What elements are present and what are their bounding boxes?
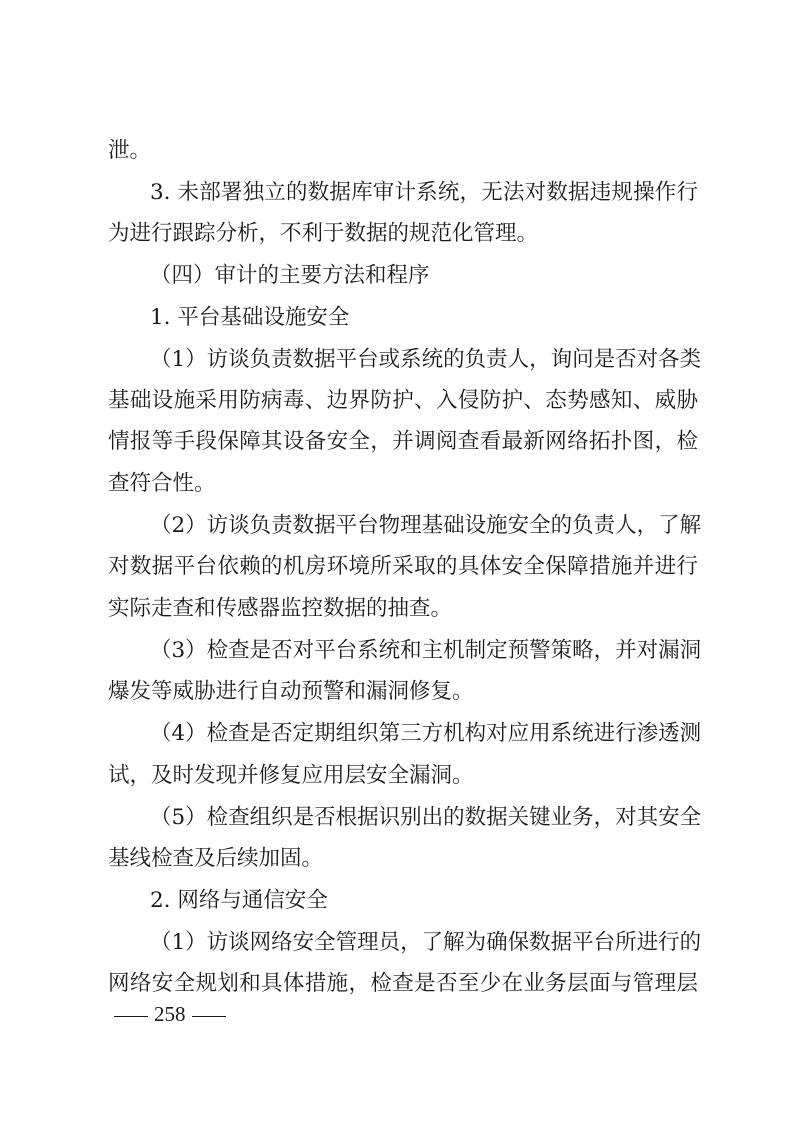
text-line: 对数据平台依赖的机房环境所采取的具体安全保障措施并进行 <box>108 554 698 579</box>
text-line: （1）访谈负责数据平台或系统的负责人，询问是否对各类 <box>150 347 702 372</box>
text-line: 实际走查和传感器监控数据的抽查。 <box>108 596 453 621</box>
text-line: 为进行跟踪分析，不利于数据的规范化管理。 <box>108 221 539 246</box>
subsection-heading: 2. 网络与通信安全 <box>150 888 328 913</box>
text-line: 基线检查及后续加固。 <box>108 846 324 871</box>
page-number: 258 <box>154 1002 186 1026</box>
text-line: （2）访谈负责数据平台物理基础设施安全的负责人，了解 <box>150 513 702 538</box>
section-heading: （四）审计的主要方法和程序 <box>150 263 430 288</box>
text-line: 网络安全规划和具体措施，检查是否至少在业务层面与管理层 <box>108 971 698 996</box>
subsection-heading: 1. 平台基础设施安全 <box>150 305 350 330</box>
text-line: 泄。 <box>108 138 152 163</box>
text-line: 情报等手段保障其设备安全，并调阅查看最新网络拓扑图，检 <box>108 429 698 454</box>
text-line: 试，及时发现并修复应用层安全漏洞。 <box>108 763 474 788</box>
text-line: （1）访谈网络安全管理员，了解为确保数据平台所进行的 <box>150 930 702 955</box>
text-line: （5）检查组织是否根据识别出的数据关键业务，对其安全 <box>150 805 702 830</box>
dash-right <box>192 1016 226 1017</box>
page-footer <box>108 999 232 1029</box>
dash-left <box>114 1016 148 1017</box>
text-line: 3. 未部署独立的数据库审计系统，无法对数据违规操作行 <box>150 180 698 205</box>
text-line: （3）检查是否对平台系统和主机制定预警策略，并对漏洞 <box>150 638 702 663</box>
text-line: 爆发等威胁进行自动预警和漏洞修复。 <box>108 679 474 704</box>
text-line: （4）检查是否定期组织第三方机构对应用系统进行渗透测 <box>150 721 702 746</box>
text-line: 基础设施采用防病毒、边界防护、入侵防护、态势感知、威胁 <box>108 388 698 413</box>
text-line: 查符合性。 <box>108 471 216 496</box>
